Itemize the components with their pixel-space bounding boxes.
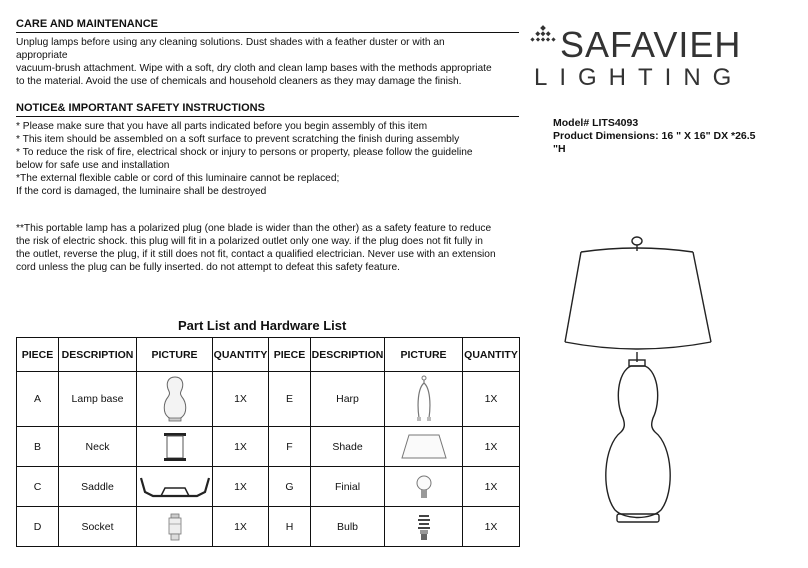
neck-icon bbox=[160, 431, 190, 463]
piece-cell: C bbox=[17, 467, 59, 507]
care-line: appropriate bbox=[16, 50, 68, 61]
description-cell: Shade bbox=[311, 427, 385, 467]
quantity-cell: 1X bbox=[463, 427, 520, 467]
model-info bbox=[553, 117, 756, 156]
polarized-line: **This portable lamp has a polarized plug (one blade is wider than the other) as a safety feature to reduce bbox=[16, 223, 492, 234]
picture-cell bbox=[137, 372, 213, 427]
piece-cell: F bbox=[269, 427, 311, 467]
care-line: vacuum-brush attachment. Wipe with a soft, dry cloth and clean lamp bases with the methods appropriate bbox=[16, 63, 492, 74]
brand-subtitle: LIGHTING bbox=[534, 64, 744, 91]
quantity-cell: 1X bbox=[213, 467, 269, 507]
care-text bbox=[16, 36, 519, 88]
safety-line: If the cord is damaged, the luminaire shall be destroyed bbox=[16, 186, 267, 197]
polarized-line: the risk of electric shock. this plug will fit in a polarized outlet only one way. if the plug does not fit fully in bbox=[16, 236, 483, 247]
description-cell: Socket bbox=[59, 507, 137, 547]
piece-cell: H bbox=[269, 507, 311, 547]
header-description: DESCRIPTION bbox=[59, 338, 137, 372]
table-row bbox=[17, 427, 520, 467]
product-dimensions-cont: "H bbox=[553, 143, 566, 155]
safety-title: NOTICE& IMPORTANT SAFETY INSTRUCTIONS bbox=[16, 102, 519, 117]
piece-cell: A bbox=[17, 372, 59, 427]
safety-line: *The external flexible cable or cord of this luminaire cannot be replaced; bbox=[16, 173, 340, 184]
parts-table bbox=[16, 337, 520, 547]
lamp-base-icon bbox=[160, 375, 190, 423]
quantity-cell: 1X bbox=[213, 427, 269, 467]
model-number: Model# LITS4093 bbox=[553, 117, 639, 129]
safety-line: * To reduce the risk of fire, electrical shock or injury to persons or property, please follow the guideline bbox=[16, 147, 473, 158]
care-section bbox=[16, 18, 519, 88]
safety-line: below for safe use and installation bbox=[16, 160, 170, 171]
piece-cell: B bbox=[17, 427, 59, 467]
quantity-cell: 1X bbox=[213, 507, 269, 547]
safety-text bbox=[16, 120, 519, 198]
socket-icon bbox=[165, 512, 185, 542]
polarized-line: cord unless the plug can be fully inserted. do not attempt to defeat this safety feature. bbox=[16, 262, 400, 273]
bulb-icon bbox=[414, 512, 434, 542]
table-row bbox=[17, 507, 520, 547]
piece-cell: E bbox=[269, 372, 311, 427]
polarized-plug-text bbox=[16, 222, 519, 274]
header-picture: PICTURE bbox=[385, 338, 463, 372]
picture-cell bbox=[385, 427, 463, 467]
header-description: DESCRIPTION bbox=[311, 338, 385, 372]
safety-line: * Please make sure that you have all parts indicated before you begin assembly of this item bbox=[16, 121, 428, 132]
header-picture: PICTURE bbox=[137, 338, 213, 372]
care-title: CARE AND MAINTENANCE bbox=[16, 18, 519, 33]
shade-icon bbox=[399, 432, 449, 462]
care-line: to the material. Avoid the use of chemicals and household cleaners as they may damage the finish. bbox=[16, 76, 462, 87]
description-cell: Lamp base bbox=[59, 372, 137, 427]
picture-cell bbox=[385, 507, 463, 547]
description-cell: Neck bbox=[59, 427, 137, 467]
picture-cell bbox=[385, 467, 463, 507]
brand-logo bbox=[530, 22, 790, 94]
picture-cell bbox=[385, 372, 463, 427]
description-cell: Bulb bbox=[311, 507, 385, 547]
finial-icon bbox=[414, 474, 434, 500]
quantity-cell: 1X bbox=[463, 467, 520, 507]
lamp-illustration bbox=[555, 232, 725, 532]
polarized-line: the outlet, reverse the plug, if it still does not fit, contact a qualified electrician. Never use with an extension bbox=[16, 249, 496, 260]
quantity-cell: 1X bbox=[463, 507, 520, 547]
saddle-icon bbox=[137, 474, 213, 500]
description-cell: Saddle bbox=[59, 467, 137, 507]
parts-header-row bbox=[17, 338, 520, 372]
header-quantity: QUANTITY bbox=[213, 338, 269, 372]
description-cell: Harp bbox=[311, 372, 385, 427]
description-cell: Finial bbox=[311, 467, 385, 507]
product-dimensions: Product Dimensions: 16 " X 16" DX *26.5 bbox=[553, 130, 756, 142]
picture-cell bbox=[137, 427, 213, 467]
picture-cell bbox=[137, 507, 213, 547]
piece-cell: G bbox=[269, 467, 311, 507]
quantity-cell: 1X bbox=[463, 372, 520, 427]
picture-cell bbox=[137, 467, 213, 507]
safety-line: * This item should be assembled on a soft surface to prevent scratching the finish during assembly bbox=[16, 134, 460, 145]
brand-mark-icon bbox=[530, 24, 556, 54]
parts-title: Part List and Hardware List bbox=[178, 318, 347, 333]
brand-name: SAFAVIEH bbox=[560, 24, 742, 65]
header-quantity: QUANTITY bbox=[463, 338, 520, 372]
header-piece: PIECE bbox=[269, 338, 311, 372]
piece-cell: D bbox=[17, 507, 59, 547]
safety-section bbox=[16, 102, 519, 198]
care-line: Unplug lamps before using any cleaning solutions. Dust shades with a feather duster or with an bbox=[16, 37, 445, 48]
table-row bbox=[17, 467, 520, 507]
table-row bbox=[17, 372, 520, 427]
harp-icon bbox=[413, 374, 435, 424]
header-piece: PIECE bbox=[17, 338, 59, 372]
quantity-cell: 1X bbox=[213, 372, 269, 427]
